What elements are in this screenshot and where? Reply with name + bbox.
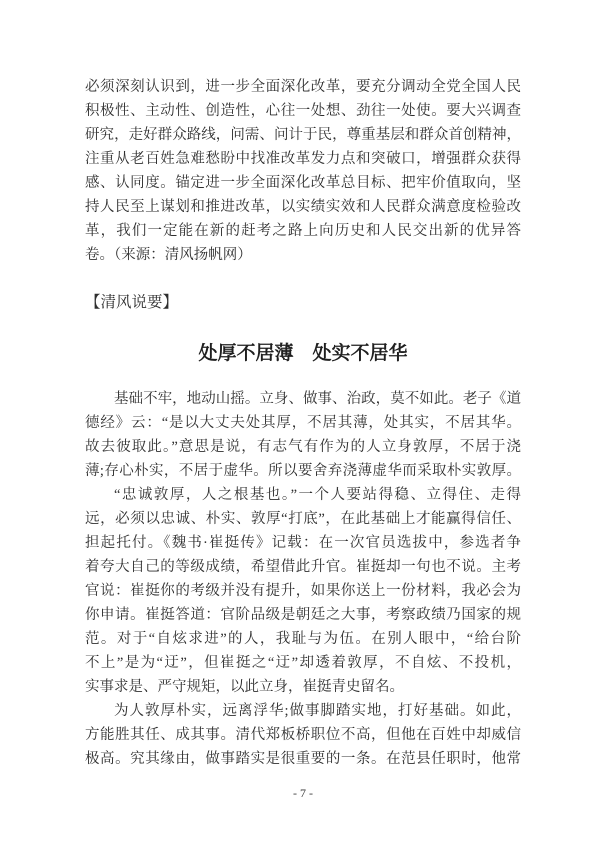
text-line: 薄;存心朴实，不居于虚华。所以要舍弃浇薄虚华而采取朴实敦厚。 [85, 463, 521, 479]
article-title: 处厚不居薄 处实不居华 [198, 343, 408, 364]
text-line: 着夸大自己的等级成绩，希望借此升官。崔挺却一句也不说。主考 [85, 559, 521, 575]
text-line: 范。对于“自炫求进”的人，我耻与为伍。在别人眼中，“给台阶 [85, 631, 521, 647]
blank-line [85, 369, 521, 387]
text-line: 担起托付。《魏书·崔挺传》记载：在一次官员选拔中，参选者争 [85, 535, 521, 551]
page-number: - 7 - [293, 786, 313, 800]
text-line: 卷。（来源：清风扬帆网） [85, 247, 252, 263]
paragraph [85, 699, 521, 771]
paragraph [85, 483, 521, 699]
text-line: 注重从老百姓急难愁盼中找准改革发力点和突破口，增强群众获得 [85, 151, 521, 167]
paragraph [85, 387, 521, 483]
text-line: 方能胜其任、成其事。清代郑板桥职位不高，但他在百姓中却威信 [85, 727, 521, 743]
section-header: 【清风说要】 [85, 294, 179, 311]
text-line: 故去彼取此。”意思是说，有志气有作为的人立身敦厚，不居于浇 [85, 439, 521, 455]
text-line: 持人民至上谋划和推进改革，以实绩实效和人民群众满意度检验改 [85, 199, 521, 215]
text-line: 不上”是为“迂”，但崔挺之“迂”却透着敦厚，不自炫、不投机， [85, 655, 521, 671]
text-line: “忠诚敦厚，人之根基也。”一个人要站得稳、立得住、走得 [114, 487, 521, 503]
blank-line [85, 267, 521, 291]
blank-line [85, 315, 521, 339]
text-line: 感、认同度。锚定进一步全面深化改革总目标、把牢价值取向，坚 [85, 175, 521, 191]
text-line: 积极性、主动性、创造性，心往一处想、劲往一处使。要大兴调查 [85, 103, 521, 119]
text-line: 基础不牢，地动山摇。立身、做事、治政，莫不如此。老子《道 [114, 391, 521, 407]
page-content [85, 75, 521, 771]
text-line: 你申请。崔挺答道：官阶品级是朝廷之大事，考察政绩乃国家的规 [85, 607, 521, 623]
text-line: 远，必须以忠诚、朴实、敦厚“打底”，在此基础上才能赢得信任、 [85, 511, 521, 527]
text-line: 极高。究其缘由，做事踏实是很重要的一条。在范县任职时，他常 [85, 751, 521, 767]
text-line: 研究，走好群众路线，问需、问计于民，尊重基层和群众首创精神， [85, 127, 521, 143]
text-line: 为人敦厚朴实，远离浮华;做事脚踏实地，打好基础。如此， [114, 703, 521, 719]
text-line: 必须深刻认识到，进一步全面深化改革，要充分调动全党全国人民 [85, 79, 521, 95]
text-line: 实事求是、严守规矩，以此立身，崔挺青史留名。 [85, 679, 404, 695]
paragraph-continued [85, 75, 521, 267]
text-line: 革，我们一定能在新的赶考之路上向历史和人民交出新的优异答 [85, 223, 521, 239]
text-line: 德经》云：“是以大丈夫处其厚，不居其薄，处其实，不居其华。 [85, 415, 521, 431]
text-line: 官说：崔挺你的考级并没有提升，如果你送上一份材料，我必会为 [85, 583, 521, 599]
